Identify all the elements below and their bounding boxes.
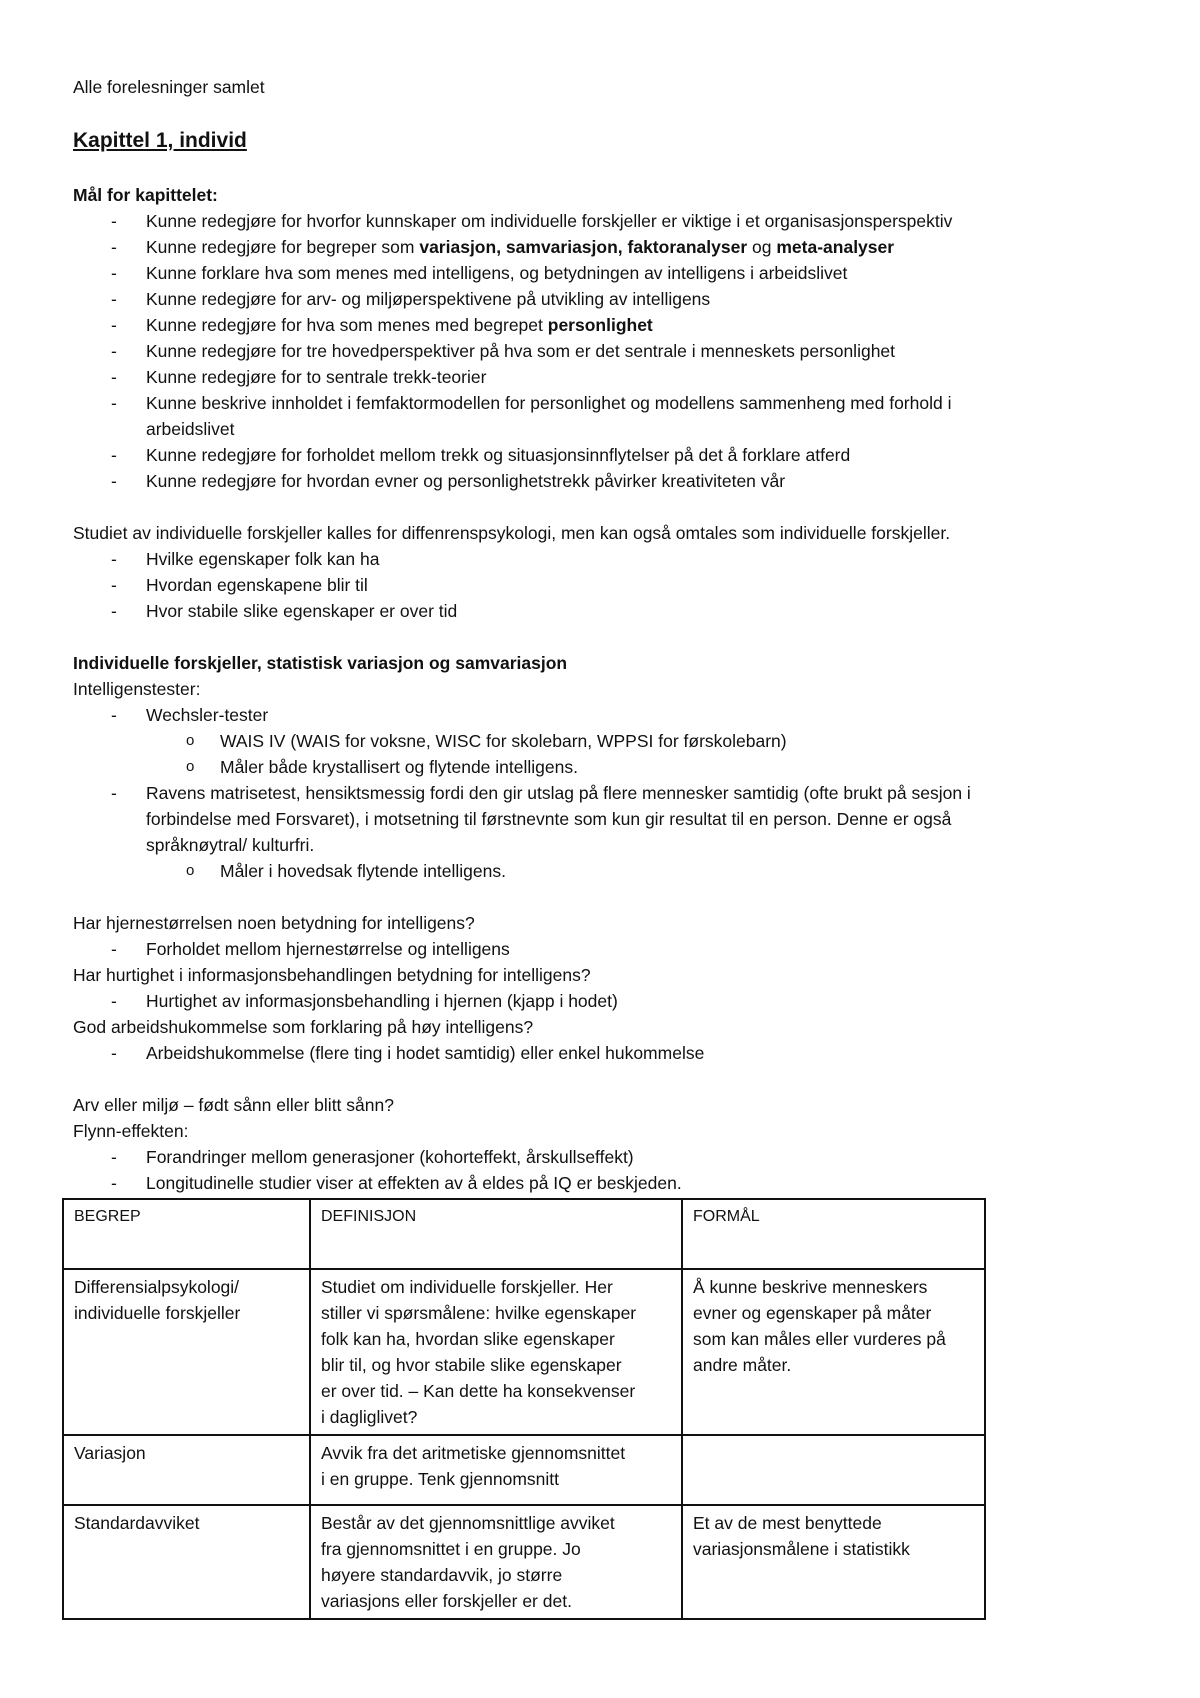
dash-bullet: - [111,575,117,595]
dash-bullet: - [111,367,117,387]
dash-bullet: - [111,445,117,465]
table-cell-term: Standardavviket [63,1505,310,1619]
dash-bullet: - [111,705,117,725]
dash-bullet: - [111,471,117,491]
header-cell-begrep: BEGREP [63,1199,310,1269]
dash-bullet: - [111,1147,117,1167]
question-speed: Har hurtighet i informasjonsbehandlingen betydning for intelligens? [73,965,591,985]
definitions-table [62,1198,986,1620]
dash-bullet: - [111,211,117,231]
question-heredity: Arv eller miljø – født sånn eller blitt sånn? [73,1095,394,1115]
dash-bullet: - [111,549,117,569]
dash-bullet: - [111,939,117,959]
table-cell-term: Variasjon [63,1435,310,1505]
dash-bullet: - [111,991,117,1011]
dash-bullet: - [111,1043,117,1063]
circle-bullet: o [186,732,195,749]
table-cell-purpose: Å kunne beskrive menneskers evner og egenskaper på måter som kan måles eller vurderes på andre måter. [682,1269,985,1435]
table-cell-term: Differensialpsykologi/ individuelle forskjeller [63,1269,310,1435]
dash-bullet: - [111,783,117,803]
dash-bullet: - [111,315,117,335]
header-cell-formal: FORMÅL [682,1199,985,1269]
section-heading: Individuelle forskjeller, statistisk variasjon og samvariasjon [73,653,568,673]
goals-heading: Mål for kapittelet: [73,185,218,205]
study-intro: Studiet av individuelle forskjeller kalles for diffenrenspsykologi, men kan også omtales som individuelle forskjeller. [73,523,951,543]
circle-bullet: o [186,758,195,775]
table-cell-purpose [682,1435,985,1505]
table-cell-definition: Studiet om individuelle forskjeller. Her stiller vi spørsmålene: hvilke egenskaper folk kan ha, hvordan slike egenskaper blir til, og hvor stabile slike egenskaper er over tid. – Kan dette ha konsekvenser i dagliglivet? [310,1269,682,1435]
chapter-heading: Kapittel 1, individ [73,129,247,152]
table-cell-definition: Avvik fra det aritmetiske gjennomsnittet i en gruppe. Tenk gjennomsnitt [310,1435,682,1505]
question-brain: Har hjernestørrelsen noen betydning for intelligens? [73,913,475,933]
circle-bullet: o [186,862,195,879]
intelligence-tests-label: Intelligenstester: [73,679,201,699]
dash-bullet: - [111,289,117,309]
dash-bullet: - [111,237,117,257]
dash-bullet: - [111,393,117,413]
table-cell-purpose: Et av de mest benyttede variasjonsmålene i statistikk [682,1505,985,1619]
flynn-label: Flynn-effekten: [73,1121,189,1141]
document-title: Alle forelesninger samlet [73,77,265,97]
question-memory: God arbeidshukommelse som forklaring på høy intelligens? [73,1017,534,1037]
dash-bullet: - [111,601,117,621]
table-row [63,1505,985,1619]
table-row [63,1435,985,1505]
dash-bullet: - [111,341,117,361]
table-header-row [63,1199,985,1269]
dash-bullet: - [111,263,117,283]
table-row [63,1269,985,1435]
header-cell-definisjon: DEFINISJON [310,1199,682,1269]
dash-bullet: - [111,1173,117,1193]
table-cell-definition: Består av det gjennomsnittlige avviket fra gjennomsnittet i en gruppe. Jo høyere standardavvik, jo større variasjons eller forskjeller er det. [310,1505,682,1619]
